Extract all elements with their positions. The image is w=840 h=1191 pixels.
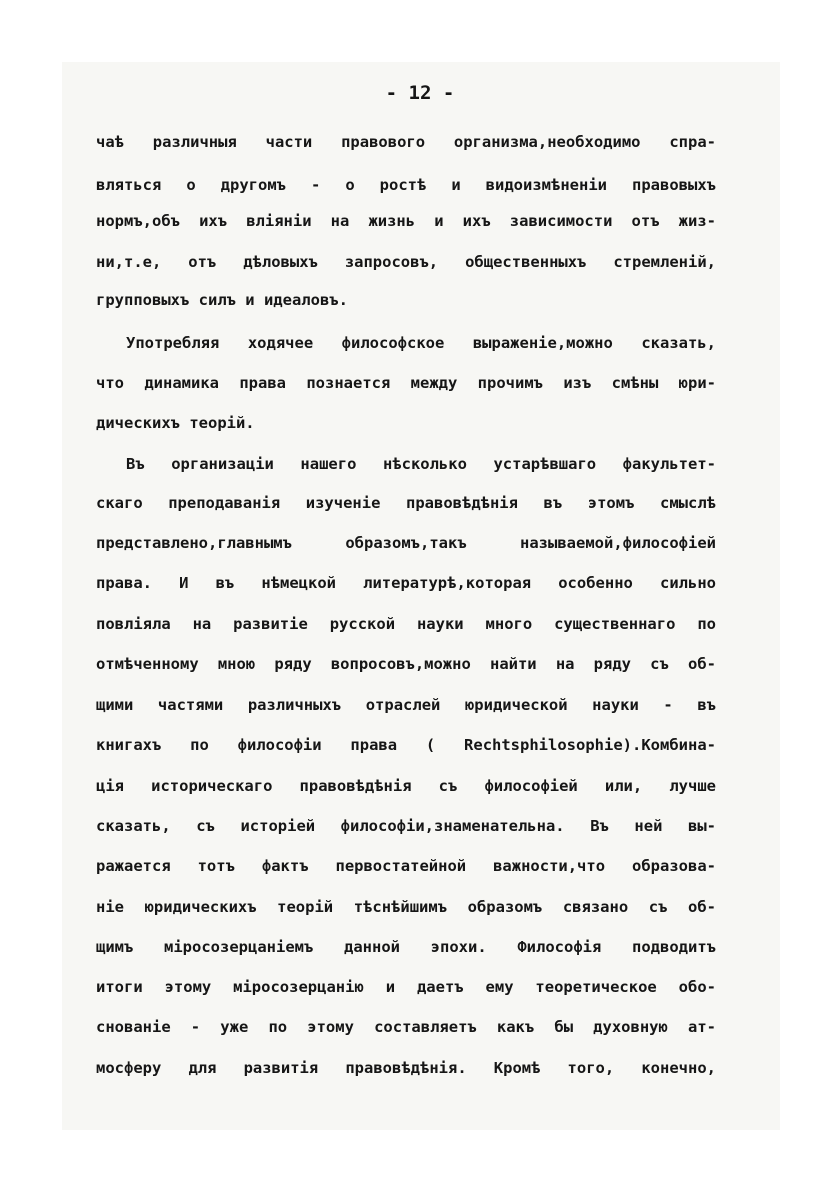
text-line: чаѣ различныя части правового организма,необходимо спра- — [96, 133, 716, 151]
text-line: щимъ міросозерцаніемъ данной эпохи. Философія подводитъ — [96, 938, 716, 956]
text-line: ція историческаго правовѣдѣнія съ философіей или, лучше — [96, 777, 716, 795]
text-line: ніе юридическихъ теорій тѣснѣйшимъ образомъ связано съ об- — [96, 898, 716, 916]
text-line: книгахъ по философіи права ( Rechtsphilosophie).Комбина- — [96, 736, 716, 754]
text-line: ражается тотъ фактъ первостатейной важности,что образова- — [96, 857, 716, 875]
text-line: Въ организаціи нашего нѣсколько устарѣвшаго факультет- — [126, 455, 716, 473]
text-line: отмѣченному мною ряду вопросовъ,можно найти на ряду съ об- — [96, 655, 716, 673]
text-line: нормъ,объ ихъ вліяніи на жизнь и ихъ зависимости отъ жиз- — [96, 212, 716, 230]
page-number: - 12 - — [385, 82, 455, 104]
text-line: вляться о другомъ - о ростѣ и видоизмѣненіи правовыхъ — [96, 176, 716, 194]
text-line: групповыхъ силъ и идеаловъ. — [96, 291, 348, 309]
text-line: права. И въ нѣмецкой литературѣ,которая особенно сильно — [96, 574, 716, 592]
text-line: сказать, съ исторіей философіи,знаменательна. Въ ней вы- — [96, 817, 716, 835]
text-line: Употребляя ходячее философское выраженіе,можно сказать, — [126, 334, 716, 352]
text-line: скаго преподаванія изученіе правовѣдѣнія въ этомъ смыслѣ — [96, 494, 716, 512]
text-line: снованіе - уже по этому составляетъ какъ бы духовную ат- — [96, 1018, 716, 1036]
text-line: дическихъ теорій. — [96, 414, 255, 432]
text-line: что динамика права познается между прочимъ изъ смѣны юри- — [96, 374, 716, 392]
text-line: повліяла на развитіе русской науки много существеннаго по — [96, 615, 716, 633]
text-line: мосферу для развитія правовѣдѣнія. Кромѣ того, конечно, — [96, 1059, 716, 1077]
text-line: представлено,главнымъ образомъ,такъ называемой,философіей — [96, 534, 716, 552]
text-line: итоги этому міросозерцанію и даетъ ему теоретическое обо- — [96, 978, 716, 996]
text-line: ни,т.е, отъ дѣловыхъ запросовъ, общественныхъ стремленій, — [96, 253, 716, 271]
text-line: щими частями различныхъ отраслей юридической науки - въ — [96, 696, 716, 714]
